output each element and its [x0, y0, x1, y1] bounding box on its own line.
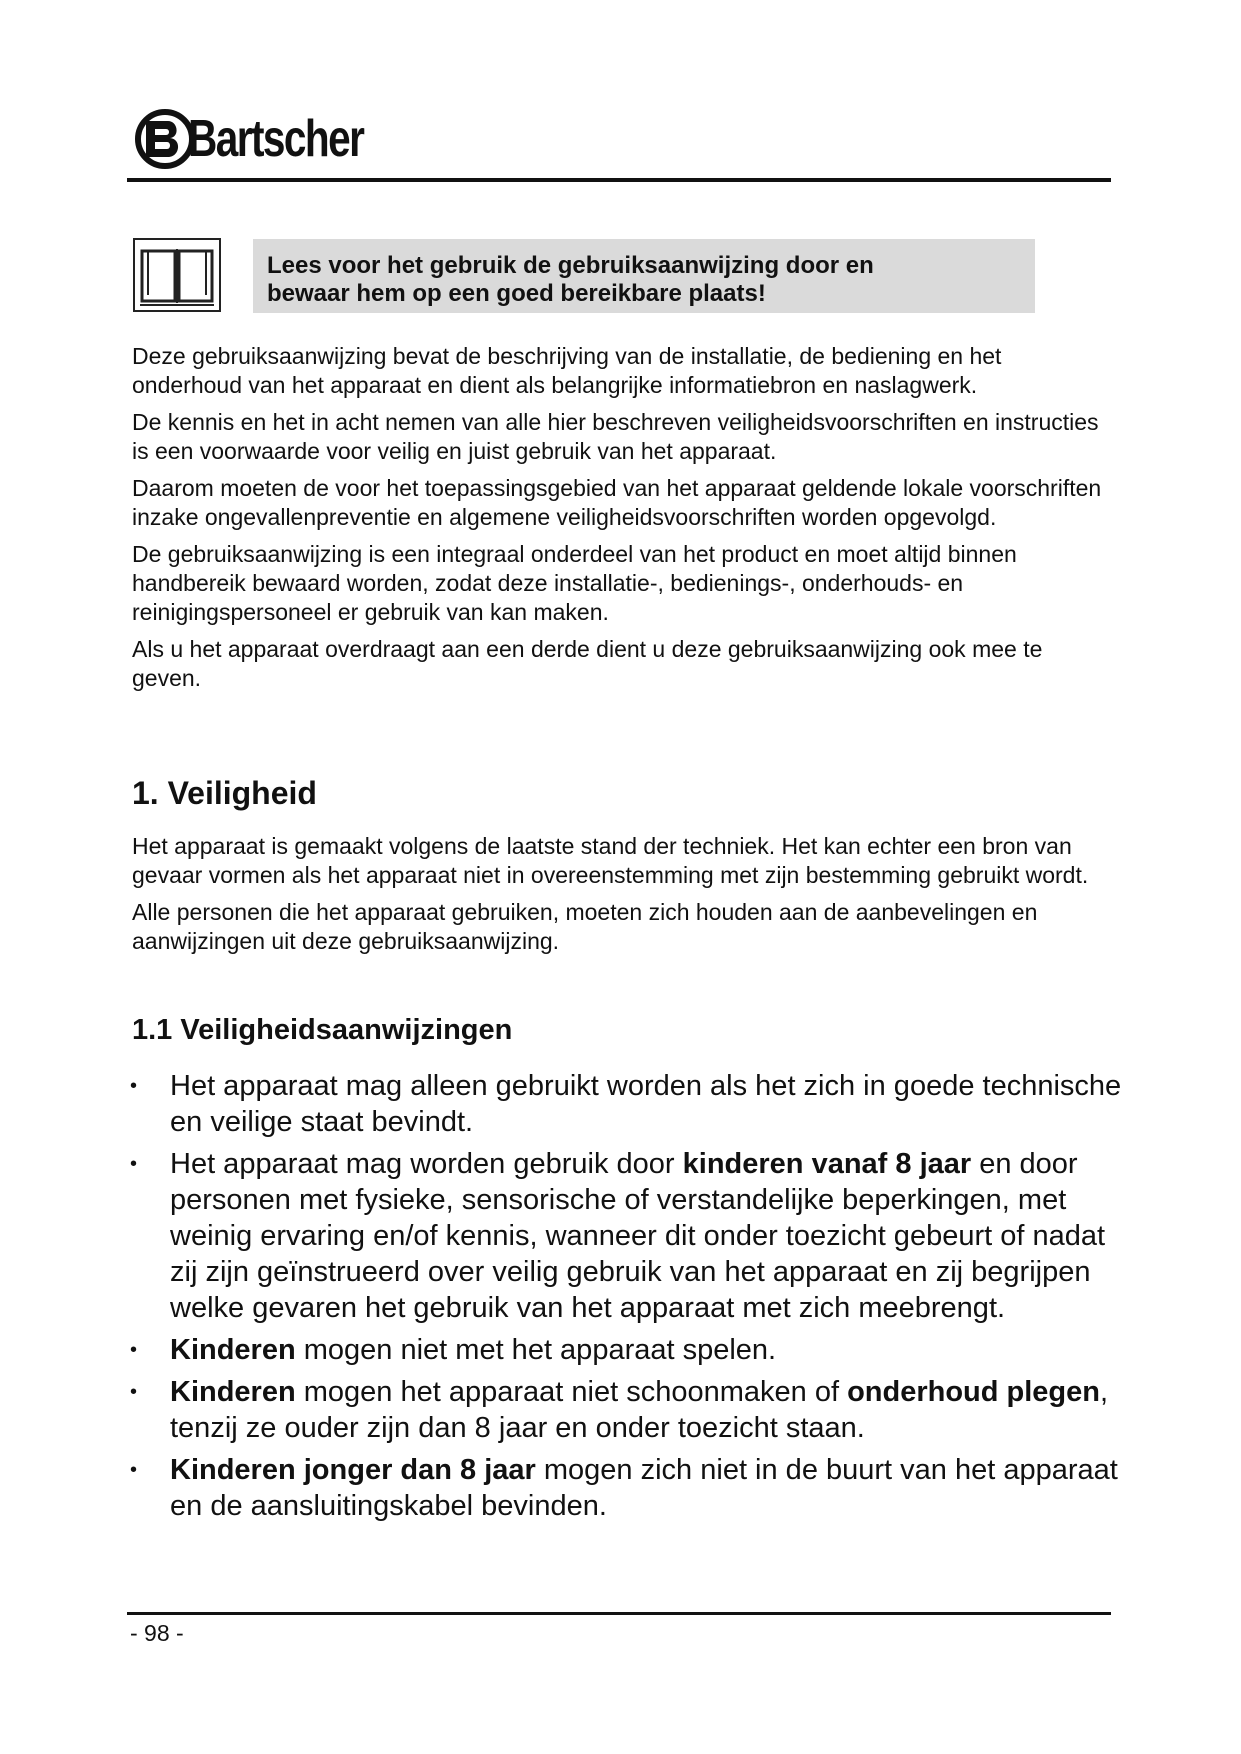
list-item: [130, 1374, 1130, 1446]
footer-divider: [127, 1612, 1111, 1615]
list-item-text: Het apparaat mag alleen gebruikt worden als het zich in goede technische en veilige staat bevindt.: [170, 1070, 1122, 1138]
list-item-text: mogen het apparaat niet schoonmaken of: [295, 1376, 848, 1408]
list-item-text: en door personen met fysieke, sensorische of verstandelijke beperkingen, met weinig ervaring en/of kennis, wanneer dit onder toezicht gebeurt of nadat zij zijn geïnstrueerd over veilig gebruik van het apparaat en zij begrijpen welke gevaren het gebruik van het apparaat met zich meebrengt.: [170, 1148, 1106, 1324]
bullet-icon: •: [130, 1153, 138, 1175]
list-item-text: mogen niet met het apparaat spelen.: [295, 1334, 777, 1366]
list-item-text: mogen zich niet in de buurt van het apparaat en de aansluitingskabel bevinden.: [170, 1454, 1118, 1522]
list-item: [130, 1332, 1130, 1368]
list-item: [130, 1452, 1130, 1524]
bartscher-logo-mark: [134, 108, 196, 170]
bullet-icon: •: [130, 1075, 138, 1097]
list-item: [130, 1146, 1130, 1326]
safety-paragraph: Alle personen die het apparaat gebruiken, moeten zich houden aan de aanbevelingen en aanwijzingen uit deze gebruiksaanwijzing.: [132, 899, 1038, 954]
intro-paragraph: Deze gebruiksaanwijzing bevat de beschrijving van de installatie, de bediening en het onderhoud van het apparaat en dient als belangrijke informatiebron en naslagwerk.: [132, 343, 1002, 398]
safety-instructions-list: [130, 1068, 1130, 1530]
emphasis-text: Kinderen jonger dan 8 jaar: [170, 1454, 536, 1486]
bullet-icon: •: [130, 1459, 138, 1481]
intro-paragraph: De gebruiksaanwijzing is een integraal onderdeel van het product en moet altijd binnen handbereik bewaard worden, zodat deze installatie-, bedienings-, onderhouds- en reinigingspersoneel er gebruik van kan maken.: [132, 541, 1017, 625]
page-number: - 98 -: [130, 1620, 184, 1646]
safety-paragraph: Het apparaat is gemaakt volgens de laatste stand der techniek. Het kan echter een bron van gevaar vormen als het apparaat niet in overeenstemming met zijn bestemming gebruikt wordt.: [132, 833, 1089, 888]
brand-name: Bartscher: [188, 110, 364, 168]
list-item-text: , tenzij ze ouder zijn dan 8 jaar en onder toezicht staan.: [170, 1376, 1109, 1444]
bullet-icon: •: [130, 1339, 138, 1361]
book-icon: [132, 237, 222, 313]
intro-text: [132, 342, 1117, 701]
notice-line-1: Lees voor het gebruik de gebruiksaanwijzing door en: [267, 252, 874, 279]
safety-text: [132, 832, 1117, 964]
list-item: [130, 1068, 1130, 1140]
list-item-text: Het apparaat mag worden gebruik door: [170, 1148, 683, 1180]
intro-paragraph: De kennis en het in acht nemen van alle hier beschreven veiligheidsvoorschriften en instructies is een voorwaarde voor veilig en juist gebruik van het apparaat.: [132, 409, 1099, 464]
read-manual-notice: [253, 239, 1035, 313]
emphasis-text: Kinderen: [170, 1334, 296, 1366]
brand-logo: [134, 100, 413, 178]
bullet-icon: •: [130, 1381, 138, 1403]
section-title-safety-instructions: 1.1 Veiligheidsaanwijzingen: [132, 1014, 513, 1046]
header-divider: [127, 178, 1111, 182]
section-title-safety: 1. Veiligheid: [132, 775, 317, 811]
emphasis-text: kinderen vanaf 8 jaar: [682, 1148, 972, 1180]
emphasis-text: onderhoud plegen: [847, 1376, 1100, 1408]
emphasis-text: Kinderen: [170, 1376, 296, 1408]
intro-paragraph: Als u het apparaat overdraagt aan een derde dient u deze gebruiksaanwijzing ook mee te geven.: [132, 636, 1043, 691]
notice-line-2: bewaar hem op een goed bereikbare plaats!: [267, 280, 766, 307]
intro-paragraph: Daarom moeten de voor het toepassingsgebied van het apparaat geldende lokale voorschriften inzake ongevallenpreventie en algemene veiligheidsvoorschriften worden opgevolgd.: [132, 475, 1102, 530]
